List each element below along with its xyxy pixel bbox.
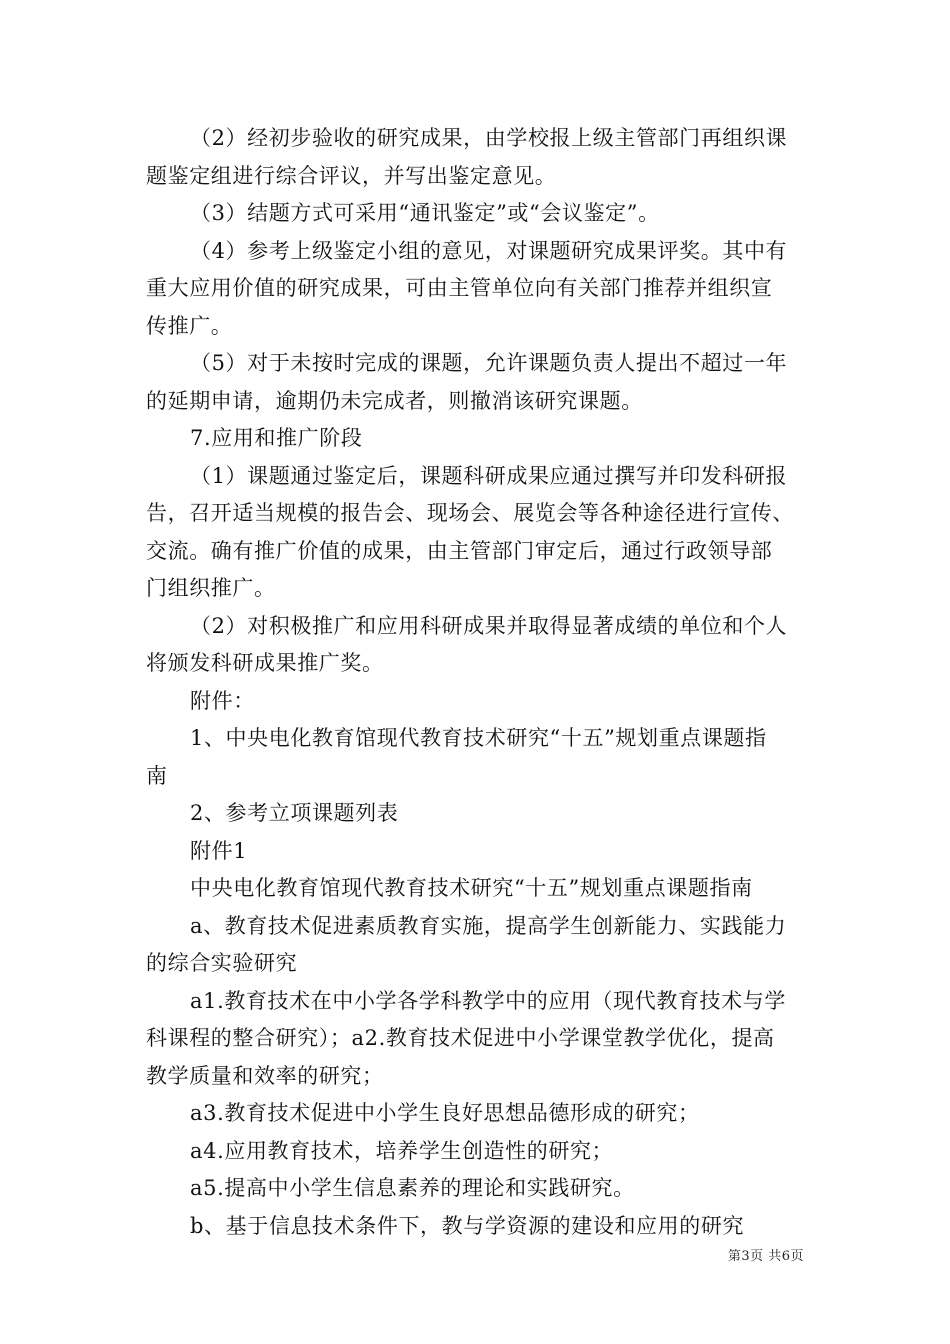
paragraph-line: a4.应用教育技术，培养学生创造性的研究； (190, 1138, 614, 1163)
attachment-item: 南 (146, 763, 168, 788)
paragraph-line: a5.提高中小学生信息素养的理论和实践研究。 (190, 1176, 635, 1200)
paragraph-line: （4）参考上级鉴定小组的意见，对课题研究成果评奖。其中有 (190, 238, 788, 263)
paragraph-line: 重大应用价值的研究成果，可由主管单位向有关部门推荐并组织宣 (146, 276, 773, 300)
paragraph-line: （5）对于未按时完成的课题，允许课题负责人提出不超过一年 (190, 351, 788, 375)
document-body (146, 120, 808, 1245)
paragraph-line: 门组织推广。 (146, 576, 276, 600)
paragraph-line: 告，召开适当规模的报告会、现场会、展览会等各种途径进行宣传、 (146, 501, 794, 525)
paragraph-line: 科课程的整合研究）；a2.教育技术促进中小学课堂教学优化，提高 (146, 1026, 775, 1050)
attachment-heading: 附件： (190, 688, 255, 713)
paragraph-line: （3）结题方式可采用“通讯鉴定”或“会议鉴定”。 (190, 201, 660, 225)
paragraph-line: a1.教育技术在中小学各学科教学中的应用（现代教育技术与学 (190, 988, 786, 1013)
paragraph-line: 的延期申请，逾期仍未完成者，则撤消该研究课题。 (146, 388, 643, 413)
section-heading: 7.应用和推广阶段 (190, 426, 363, 450)
paragraph-line: 的综合实验研究 (146, 951, 298, 975)
paragraph-line: （2）经初步验收的研究成果，由学校报上级主管部门再组织课 (190, 126, 788, 150)
page-number: 第3页 共6页 (727, 1249, 804, 1264)
paragraph-line: b、基于信息技术条件下，教与学资源的建设和应用的研究 (190, 1213, 745, 1238)
paragraph-line: 题鉴定组进行综合评议，并写出鉴定意见。 (146, 163, 557, 188)
attachment-label: 附件1 (190, 838, 248, 863)
paragraph-line: 交流。确有推广价值的成果，由主管部门审定后，通过行政领导部 (146, 538, 773, 563)
paragraph-line: （2）对积极推广和应用科研成果并取得显著成绩的单位和个人 (190, 613, 788, 638)
attachment-item: 2、参考立项课题列表 (190, 801, 399, 825)
paragraph-line: 教学质量和效率的研究； (146, 1063, 384, 1088)
attachment-item: 1、中央电化教育馆现代教育技术研究“十五”规划重点课题指 (190, 726, 767, 750)
paragraph-line: 将颁发科研成果推广奖。 (146, 651, 384, 675)
paragraph-line: （1）课题通过鉴定后，课题科研成果应通过撰写并印发科研报 (190, 463, 788, 488)
paragraph-line: 传推广。 (146, 313, 233, 338)
paragraph-line: a、教育技术促进素质教育实施，提高学生创新能力、实践能力 (190, 913, 787, 938)
guide-title: 中央电化教育馆现代教育技术研究“十五”规划重点课题指南 (190, 876, 753, 900)
paragraph-line: a3.教育技术促进中小学生良好思想品德形成的研究； (190, 1101, 700, 1125)
